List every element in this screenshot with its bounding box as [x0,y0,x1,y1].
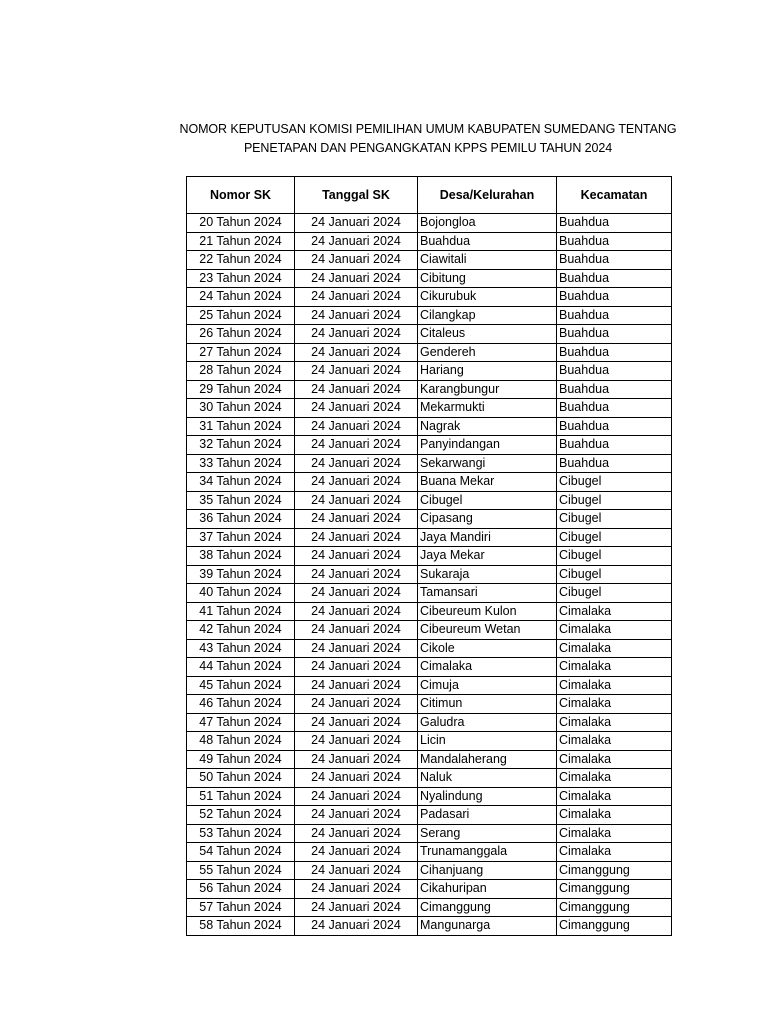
cell-nomor-sk: 36 Tahun 2024 [187,510,295,529]
cell-kecamatan: Cimalaka [557,787,672,806]
cell-desa-kelurahan: Cipasang [418,510,557,529]
cell-tanggal-sk: 24 Januari 2024 [295,565,418,584]
table-row [187,269,672,288]
cell-kecamatan: Cimanggung [557,917,672,936]
cell-kecamatan: Cimalaka [557,732,672,751]
cell-kecamatan: Cimalaka [557,676,672,695]
cell-nomor-sk: 29 Tahun 2024 [187,380,295,399]
table-row [187,232,672,251]
cell-kecamatan: Buahdua [557,454,672,473]
cell-kecamatan: Cibugel [557,510,672,529]
cell-kecamatan: Cibugel [557,547,672,566]
cell-tanggal-sk: 24 Januari 2024 [295,417,418,436]
cell-desa-kelurahan: Cibeureum Wetan [418,621,557,640]
cell-kecamatan: Cimalaka [557,621,672,640]
cell-kecamatan: Cimalaka [557,824,672,843]
cell-desa-kelurahan: Citimun [418,695,557,714]
cell-tanggal-sk: 24 Januari 2024 [295,824,418,843]
cell-kecamatan: Cimalaka [557,769,672,788]
cell-tanggal-sk: 24 Januari 2024 [295,399,418,418]
table-row [187,861,672,880]
cell-desa-kelurahan: Jaya Mandiri [418,528,557,547]
cell-nomor-sk: 41 Tahun 2024 [187,602,295,621]
cell-tanggal-sk: 24 Januari 2024 [295,880,418,899]
table-row [187,713,672,732]
table-row [187,639,672,658]
cell-nomor-sk: 54 Tahun 2024 [187,843,295,862]
cell-desa-kelurahan: Cibitung [418,269,557,288]
cell-kecamatan: Cimanggung [557,861,672,880]
cell-nomor-sk: 45 Tahun 2024 [187,676,295,695]
title-line-1: NOMOR KEPUTUSAN KOMISI PEMILIHAN UMUM KABUPATEN SUMEDANG TENTANG [179,122,677,136]
cell-kecamatan: Buahdua [557,399,672,418]
cell-desa-kelurahan: Cibeureum Kulon [418,602,557,621]
cell-desa-kelurahan: Sukaraja [418,565,557,584]
table-row [187,676,672,695]
cell-tanggal-sk: 24 Januari 2024 [295,473,418,492]
cell-tanggal-sk: 24 Januari 2024 [295,732,418,751]
cell-tanggal-sk: 24 Januari 2024 [295,861,418,880]
cell-tanggal-sk: 24 Januari 2024 [295,917,418,936]
cell-tanggal-sk: 24 Januari 2024 [295,269,418,288]
cell-nomor-sk: 23 Tahun 2024 [187,269,295,288]
cell-desa-kelurahan: Galudra [418,713,557,732]
cell-nomor-sk: 21 Tahun 2024 [187,232,295,251]
cell-tanggal-sk: 24 Januari 2024 [295,510,418,529]
cell-nomor-sk: 22 Tahun 2024 [187,251,295,270]
table-row [187,621,672,640]
cell-tanggal-sk: 24 Januari 2024 [295,787,418,806]
table-row [187,362,672,381]
table-row [187,417,672,436]
cell-tanggal-sk: 24 Januari 2024 [295,713,418,732]
table-row [187,214,672,233]
cell-nomor-sk: 27 Tahun 2024 [187,343,295,362]
table-row [187,380,672,399]
cell-nomor-sk: 25 Tahun 2024 [187,306,295,325]
cell-kecamatan: Cimalaka [557,695,672,714]
table-row [187,473,672,492]
cell-nomor-sk: 50 Tahun 2024 [187,769,295,788]
cell-tanggal-sk: 24 Januari 2024 [295,362,418,381]
table-row [187,732,672,751]
cell-tanggal-sk: 24 Januari 2024 [295,491,418,510]
table-row [187,343,672,362]
table-row [187,288,672,307]
header-desa-kelurahan: Desa/Kelurahan [418,177,557,214]
cell-nomor-sk: 53 Tahun 2024 [187,824,295,843]
cell-desa-kelurahan: Cibugel [418,491,557,510]
cell-tanggal-sk: 24 Januari 2024 [295,676,418,695]
cell-kecamatan: Buahdua [557,325,672,344]
table-row [187,565,672,584]
cell-kecamatan: Cimanggung [557,880,672,899]
cell-desa-kelurahan: Cimanggung [418,898,557,917]
cell-tanggal-sk: 24 Januari 2024 [295,325,418,344]
cell-tanggal-sk: 24 Januari 2024 [295,658,418,677]
cell-nomor-sk: 34 Tahun 2024 [187,473,295,492]
cell-desa-kelurahan: Mekarmukti [418,399,557,418]
cell-kecamatan: Buahdua [557,269,672,288]
cell-nomor-sk: 37 Tahun 2024 [187,528,295,547]
cell-nomor-sk: 51 Tahun 2024 [187,787,295,806]
cell-kecamatan: Cimalaka [557,750,672,769]
cell-nomor-sk: 32 Tahun 2024 [187,436,295,455]
cell-kecamatan: Cimalaka [557,843,672,862]
cell-desa-kelurahan: Cikole [418,639,557,658]
cell-desa-kelurahan: Bojongloa [418,214,557,233]
table-row [187,769,672,788]
cell-tanggal-sk: 24 Januari 2024 [295,214,418,233]
cell-desa-kelurahan: Karangbungur [418,380,557,399]
cell-kecamatan: Buahdua [557,214,672,233]
cell-nomor-sk: 30 Tahun 2024 [187,399,295,418]
cell-desa-kelurahan: Gendereh [418,343,557,362]
cell-tanggal-sk: 24 Januari 2024 [295,232,418,251]
cell-tanggal-sk: 24 Januari 2024 [295,343,418,362]
cell-desa-kelurahan: Padasari [418,806,557,825]
cell-kecamatan: Buahdua [557,288,672,307]
cell-kecamatan: Cimalaka [557,658,672,677]
sk-table [186,176,672,936]
cell-tanggal-sk: 24 Januari 2024 [295,454,418,473]
cell-nomor-sk: 44 Tahun 2024 [187,658,295,677]
table-row [187,528,672,547]
cell-nomor-sk: 56 Tahun 2024 [187,880,295,899]
cell-nomor-sk: 40 Tahun 2024 [187,584,295,603]
cell-kecamatan: Cibugel [557,528,672,547]
document-title [150,120,706,157]
cell-desa-kelurahan: Mandalaherang [418,750,557,769]
table-row [187,491,672,510]
cell-kecamatan: Cimalaka [557,806,672,825]
cell-nomor-sk: 49 Tahun 2024 [187,750,295,769]
table-row [187,898,672,917]
cell-desa-kelurahan: Serang [418,824,557,843]
table-row [187,325,672,344]
cell-nomor-sk: 39 Tahun 2024 [187,565,295,584]
cell-kecamatan: Buahdua [557,380,672,399]
cell-kecamatan: Buahdua [557,343,672,362]
table-row [187,843,672,862]
cell-nomor-sk: 24 Tahun 2024 [187,288,295,307]
table-row [187,584,672,603]
cell-desa-kelurahan: Ciawitali [418,251,557,270]
cell-desa-kelurahan: Cimalaka [418,658,557,677]
cell-tanggal-sk: 24 Januari 2024 [295,251,418,270]
table-row [187,880,672,899]
cell-nomor-sk: 28 Tahun 2024 [187,362,295,381]
table-row [187,399,672,418]
cell-kecamatan: Buahdua [557,306,672,325]
cell-kecamatan: Cibugel [557,584,672,603]
cell-desa-kelurahan: Tamansari [418,584,557,603]
cell-nomor-sk: 20 Tahun 2024 [187,214,295,233]
table-row [187,787,672,806]
header-row [187,177,672,214]
cell-tanggal-sk: 24 Januari 2024 [295,769,418,788]
cell-desa-kelurahan: Trunamanggala [418,843,557,862]
cell-nomor-sk: 57 Tahun 2024 [187,898,295,917]
cell-kecamatan: Cibugel [557,473,672,492]
table-row [187,658,672,677]
table-body [187,214,672,936]
cell-desa-kelurahan: Nyalindung [418,787,557,806]
cell-desa-kelurahan: Cilangkap [418,306,557,325]
cell-tanggal-sk: 24 Januari 2024 [295,306,418,325]
cell-tanggal-sk: 24 Januari 2024 [295,380,418,399]
cell-desa-kelurahan: Cikahuripan [418,880,557,899]
cell-desa-kelurahan: Buahdua [418,232,557,251]
cell-kecamatan: Cimalaka [557,602,672,621]
cell-kecamatan: Buahdua [557,417,672,436]
title-line-2: PENETAPAN DAN PENGANGKATAN KPPS PEMILU TAHUN 2024 [243,140,613,155]
cell-desa-kelurahan: Buana Mekar [418,473,557,492]
cell-desa-kelurahan: Cikurubuk [418,288,557,307]
cell-nomor-sk: 31 Tahun 2024 [187,417,295,436]
cell-nomor-sk: 47 Tahun 2024 [187,713,295,732]
table-row [187,454,672,473]
table-row [187,547,672,566]
table-row [187,602,672,621]
cell-nomor-sk: 52 Tahun 2024 [187,806,295,825]
table-row [187,695,672,714]
cell-nomor-sk: 46 Tahun 2024 [187,695,295,714]
cell-nomor-sk: 58 Tahun 2024 [187,917,295,936]
header-tanggal-sk: Tanggal SK [295,177,418,214]
cell-desa-kelurahan: Sekarwangi [418,454,557,473]
table-row [187,306,672,325]
cell-desa-kelurahan: Cimuja [418,676,557,695]
cell-kecamatan: Buahdua [557,362,672,381]
cell-kecamatan: Buahdua [557,436,672,455]
table-row [187,917,672,936]
table-row [187,436,672,455]
cell-desa-kelurahan: Mangunarga [418,917,557,936]
cell-tanggal-sk: 24 Januari 2024 [295,898,418,917]
header-kecamatan: Kecamatan [557,177,672,214]
cell-desa-kelurahan: Panyindangan [418,436,557,455]
table-row [187,251,672,270]
cell-tanggal-sk: 24 Januari 2024 [295,750,418,769]
cell-tanggal-sk: 24 Januari 2024 [295,695,418,714]
cell-nomor-sk: 43 Tahun 2024 [187,639,295,658]
cell-tanggal-sk: 24 Januari 2024 [295,621,418,640]
cell-desa-kelurahan: Licin [418,732,557,751]
cell-desa-kelurahan: Hariang [418,362,557,381]
cell-tanggal-sk: 24 Januari 2024 [295,436,418,455]
cell-kecamatan: Cimanggung [557,898,672,917]
table-row [187,806,672,825]
cell-tanggal-sk: 24 Januari 2024 [295,806,418,825]
cell-kecamatan: Cibugel [557,565,672,584]
cell-nomor-sk: 26 Tahun 2024 [187,325,295,344]
cell-tanggal-sk: 24 Januari 2024 [295,288,418,307]
cell-nomor-sk: 48 Tahun 2024 [187,732,295,751]
cell-kecamatan: Buahdua [557,251,672,270]
cell-kecamatan: Cibugel [557,491,672,510]
cell-tanggal-sk: 24 Januari 2024 [295,584,418,603]
cell-nomor-sk: 33 Tahun 2024 [187,454,295,473]
cell-kecamatan: Cimalaka [557,713,672,732]
table-row [187,510,672,529]
cell-desa-kelurahan: Nagrak [418,417,557,436]
cell-desa-kelurahan: Naluk [418,769,557,788]
cell-nomor-sk: 55 Tahun 2024 [187,861,295,880]
table-header [187,177,672,214]
cell-tanggal-sk: 24 Januari 2024 [295,528,418,547]
cell-desa-kelurahan: Jaya Mekar [418,547,557,566]
cell-tanggal-sk: 24 Januari 2024 [295,843,418,862]
cell-nomor-sk: 35 Tahun 2024 [187,491,295,510]
table-row [187,750,672,769]
cell-tanggal-sk: 24 Januari 2024 [295,602,418,621]
cell-tanggal-sk: 24 Januari 2024 [295,639,418,658]
cell-kecamatan: Buahdua [557,232,672,251]
table-row [187,824,672,843]
cell-desa-kelurahan: Cihanjuang [418,861,557,880]
cell-nomor-sk: 42 Tahun 2024 [187,621,295,640]
cell-desa-kelurahan: Citaleus [418,325,557,344]
cell-kecamatan: Cimalaka [557,639,672,658]
header-nomor-sk: Nomor SK [187,177,295,214]
cell-nomor-sk: 38 Tahun 2024 [187,547,295,566]
cell-tanggal-sk: 24 Januari 2024 [295,547,418,566]
